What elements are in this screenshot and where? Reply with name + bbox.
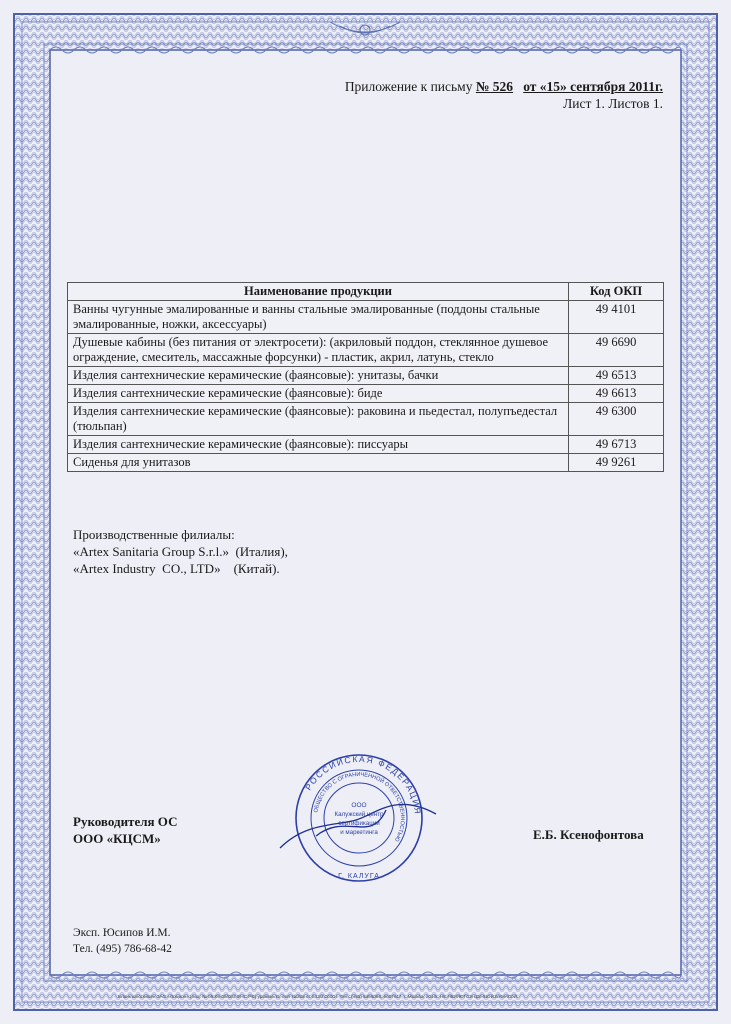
product-name: Ванны чугунные эмалированные и ванны стальные эмалированные (поддоны стальные эмалированные, ножки, аксессуары) xyxy=(68,301,569,334)
product-name: Изделия сантехнические керамические (фаянсовые): унитазы, бачки xyxy=(68,367,569,385)
table-row xyxy=(68,301,664,334)
sheet-count: Лист 1. Листов 1. xyxy=(563,96,663,111)
stamp-outer-text: РОССИЙСКАЯ ФЕДЕРАЦИЯ xyxy=(303,753,424,816)
product-code: 49 6690 xyxy=(569,334,664,367)
stamp-bottom-text: Г. КАЛУГА xyxy=(338,873,380,880)
product-name: Изделия сантехнические керамические (фаянсовые): писсуары xyxy=(68,436,569,454)
signer-name: Е.Б. Ксенофонтова xyxy=(533,827,644,842)
production-branches xyxy=(73,526,288,577)
product-code: 49 6513 xyxy=(569,367,664,385)
table-row xyxy=(68,385,664,403)
letter-number: № 526 xyxy=(475,79,514,94)
product-code: 49 6713 xyxy=(569,436,664,454)
executor-phone: Тел. (495) 786-68-42 xyxy=(73,943,172,955)
table-header-row xyxy=(68,283,664,301)
table-row xyxy=(68,436,664,454)
stamp-center-line1: ООО xyxy=(351,802,367,809)
column-header-code: Код ОКП xyxy=(569,283,664,301)
table-row xyxy=(68,367,664,385)
product-name: Душевые кабины (без питания от электросети): (акриловый поддон, стеклянное душевое ограждение, смеситель, массажные форсунки) - пластик, акрил, латунь, стекло xyxy=(68,334,569,367)
product-name: Сиденья для унитазов xyxy=(68,454,569,472)
signer-block xyxy=(73,813,177,847)
official-stamp xyxy=(276,752,442,884)
product-name: Изделия сантехнические керамические (фаянсовые): раковина и пьедестал, полупъедестал (тюльпан) xyxy=(68,403,569,436)
table-row xyxy=(68,403,664,436)
letter-header xyxy=(345,78,663,112)
table-row xyxy=(68,334,664,367)
header-line1 xyxy=(345,78,663,95)
table-row xyxy=(68,454,664,472)
product-code: 49 4101 xyxy=(569,301,664,334)
product-code: 49 9261 xyxy=(569,454,664,472)
contact-block xyxy=(73,925,172,957)
signer-position: Руководителя ОС xyxy=(73,814,178,829)
column-header-name: Наименование продукции xyxy=(68,283,569,301)
branch-china: «Artex Industry CO., LTD» (Китай). xyxy=(73,561,280,576)
signer-org: ООО «КЦСМ» xyxy=(73,831,161,846)
stamp-center-line3: сертификации xyxy=(338,820,380,827)
branches-title: Производственные филиалы: xyxy=(73,527,235,542)
stamp-center-line2: Калужский центр xyxy=(334,811,384,818)
stamp-ring-text: ОБЩЕСТВО С ОГРАНИЧЕННОЙ ОТВЕТСТВЕННОСТЬЮ xyxy=(313,771,406,843)
stamp-center-line4: и маркетинга xyxy=(340,829,378,836)
product-code: 49 6300 xyxy=(569,403,664,436)
executor-name: Эксп. Юсипов И.М. xyxy=(73,927,171,939)
header-prefix: Приложение к письму xyxy=(344,79,476,94)
products-table xyxy=(67,282,664,472)
letter-date: от «15» сентября 2011г. xyxy=(523,79,663,94)
product-name: Изделия сантехнические керамические (фаянсовые): биде xyxy=(68,385,569,403)
product-code: 49 6613 xyxy=(569,385,664,403)
branch-italy: «Artex Sanitaria Group S.r.l.» (Италия), xyxy=(73,544,288,559)
blank-imprint: Бланк изготовлен ЗАО «Опцион» (лиц. № 05-05-09/003 ФНС РФ) уровень В, счет №206 от 03.03.2010 г. Тел.: (495) 6466068, 6087617, г. Москва, 2010г. НЕ ЯВЛЯЕТСЯ ЦЕННОЙ БУМАГОЙ. xyxy=(118,994,519,999)
